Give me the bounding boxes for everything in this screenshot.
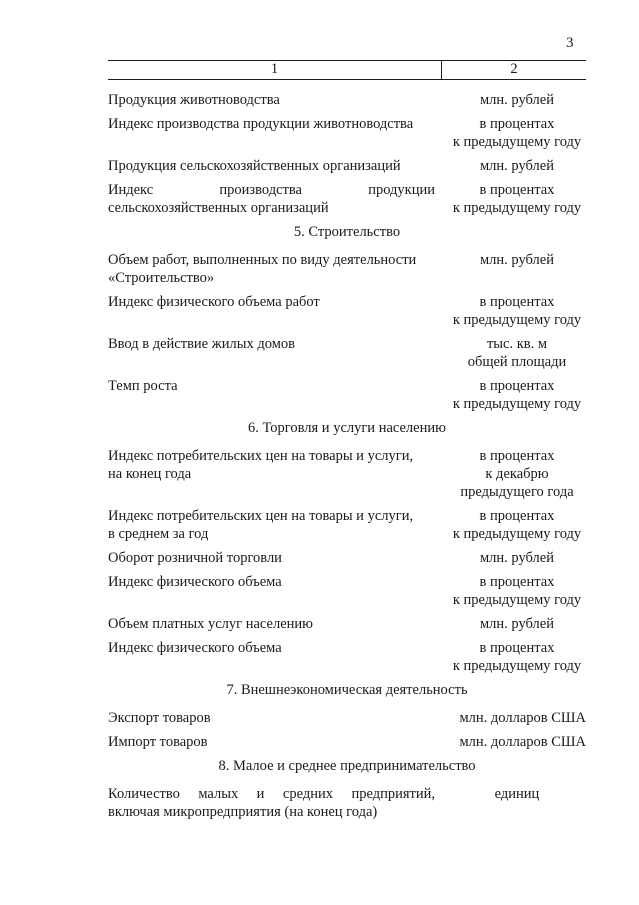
table-row [108,507,586,543]
unit-line: в процентах [479,294,555,310]
unit-line: млн. рублей [480,616,554,632]
table-row [108,91,586,109]
unit-line: в процентах [479,378,555,394]
indicator-name: Ввод в действие жилых домов [108,336,295,352]
unit-line: млн. рублей [480,158,554,174]
table-row [108,251,586,287]
section-heading: 5. Строительство [293,224,401,240]
unit-line: в процентах [479,116,555,132]
indicator-unit [435,507,586,543]
table-row [108,615,586,633]
name-line: включая микропредприятия (на конец года) [108,804,378,820]
table-body [108,91,586,821]
indicator-unit [435,785,586,821]
name-line: Количество малых и средних предприятий, [108,786,435,802]
section-heading: 6. Торговля и услуги населению [248,420,446,436]
unit-line: к декабрю [485,466,549,482]
unit-line: единиц [494,786,540,802]
table-row [108,639,586,675]
indicator-name: Продукция сельскохозяйственных организаций [108,158,401,174]
table-row [108,785,586,821]
table-row [108,335,586,371]
indicator-name: Импорт товаров [108,734,208,750]
table-row [108,549,586,567]
indicator-name [108,447,435,501]
indicator-unit [435,733,586,751]
table-row [108,447,586,501]
header-col-1: 1 [108,61,442,79]
table-row [108,377,586,413]
table-row [108,157,586,175]
section-heading: 7. Внешнеэкономическая деятельность [226,682,468,698]
indicator-name [108,785,435,821]
table-row [108,573,586,609]
name-line: Индекс потребительских цен на товары и услуги, [108,508,414,524]
page-number: 3 [566,35,574,51]
indicator-unit [435,91,586,109]
indicator-unit [435,181,586,217]
unit-line: в процентах [479,182,555,198]
unit-line: в процентах [479,508,555,524]
indicator-name: Экспорт товаров [108,710,211,726]
header-col-2: 2 [510,61,518,77]
name-line: Объем работ, выполненных по виду деятельности [108,252,417,268]
unit-line: млн. долларов США [459,710,586,726]
unit-line: предыдущего года [460,484,574,500]
indicator-unit [435,549,586,567]
indicator-name: Объем платных услуг населению [108,616,314,632]
unit-line: млн. рублей [480,252,554,268]
indicator-name: Продукция животноводства [108,92,280,108]
indicator-name [108,251,435,287]
table-row [108,733,586,751]
indicator-name: Темп роста [108,378,178,394]
indicator-unit [435,709,586,727]
unit-line: млн. рублей [480,92,554,108]
name-line: Индекс потребительских цен на товары и услуги, [108,448,414,464]
unit-line: к предыдущему году [452,200,582,216]
unit-line: к предыдущему году [452,592,582,608]
indicator-unit [435,157,586,175]
indicator-unit [435,115,586,151]
indicator-unit [435,573,586,609]
table-row [108,181,586,217]
unit-line: млн. долларов США [459,734,586,750]
name-line: на конец года [108,466,192,482]
unit-line: к предыдущему году [452,526,582,542]
table-header [108,60,586,80]
indicator-unit [435,447,586,501]
unit-line: к предыдущему году [452,312,582,328]
section-heading: 8. Малое и среднее предпринимательство [218,758,476,774]
unit-line: к предыдущему году [452,134,582,150]
indicator-name: Индекс физического объема [108,640,282,656]
table-row [108,115,586,151]
indicator-unit [435,251,586,287]
name-line: «Строительство» [108,270,215,286]
name-line: в среднем за год [108,526,209,542]
unit-line: к предыдущему году [452,658,582,674]
indicator-unit [435,335,586,371]
indicator-name [108,181,435,217]
table-row [108,709,586,727]
unit-line: общей площади [467,354,567,370]
indicator-name [108,507,435,543]
unit-line: в процентах [479,448,555,464]
unit-line: млн. рублей [480,550,554,566]
indicator-unit [435,293,586,329]
indicator-unit [435,377,586,413]
unit-line: в процентах [479,574,555,590]
indicators-table [108,60,586,827]
table-row [108,293,586,329]
indicator-unit [435,639,586,675]
indicator-name: Индекс физического объема работ [108,294,320,310]
name-line: Индекс производства продукции [108,182,435,198]
indicator-name: Индекс производства продукции животноводства [108,116,414,132]
name-line: сельскохозяйственных организаций [108,200,329,216]
indicator-unit [435,615,586,633]
unit-line: к предыдущему году [452,396,582,412]
indicator-name: Индекс физического объема [108,574,282,590]
unit-line: тыс. кв. м [486,336,548,352]
indicator-name: Оборот розничной торговли [108,550,282,566]
unit-line: в процентах [479,640,555,656]
